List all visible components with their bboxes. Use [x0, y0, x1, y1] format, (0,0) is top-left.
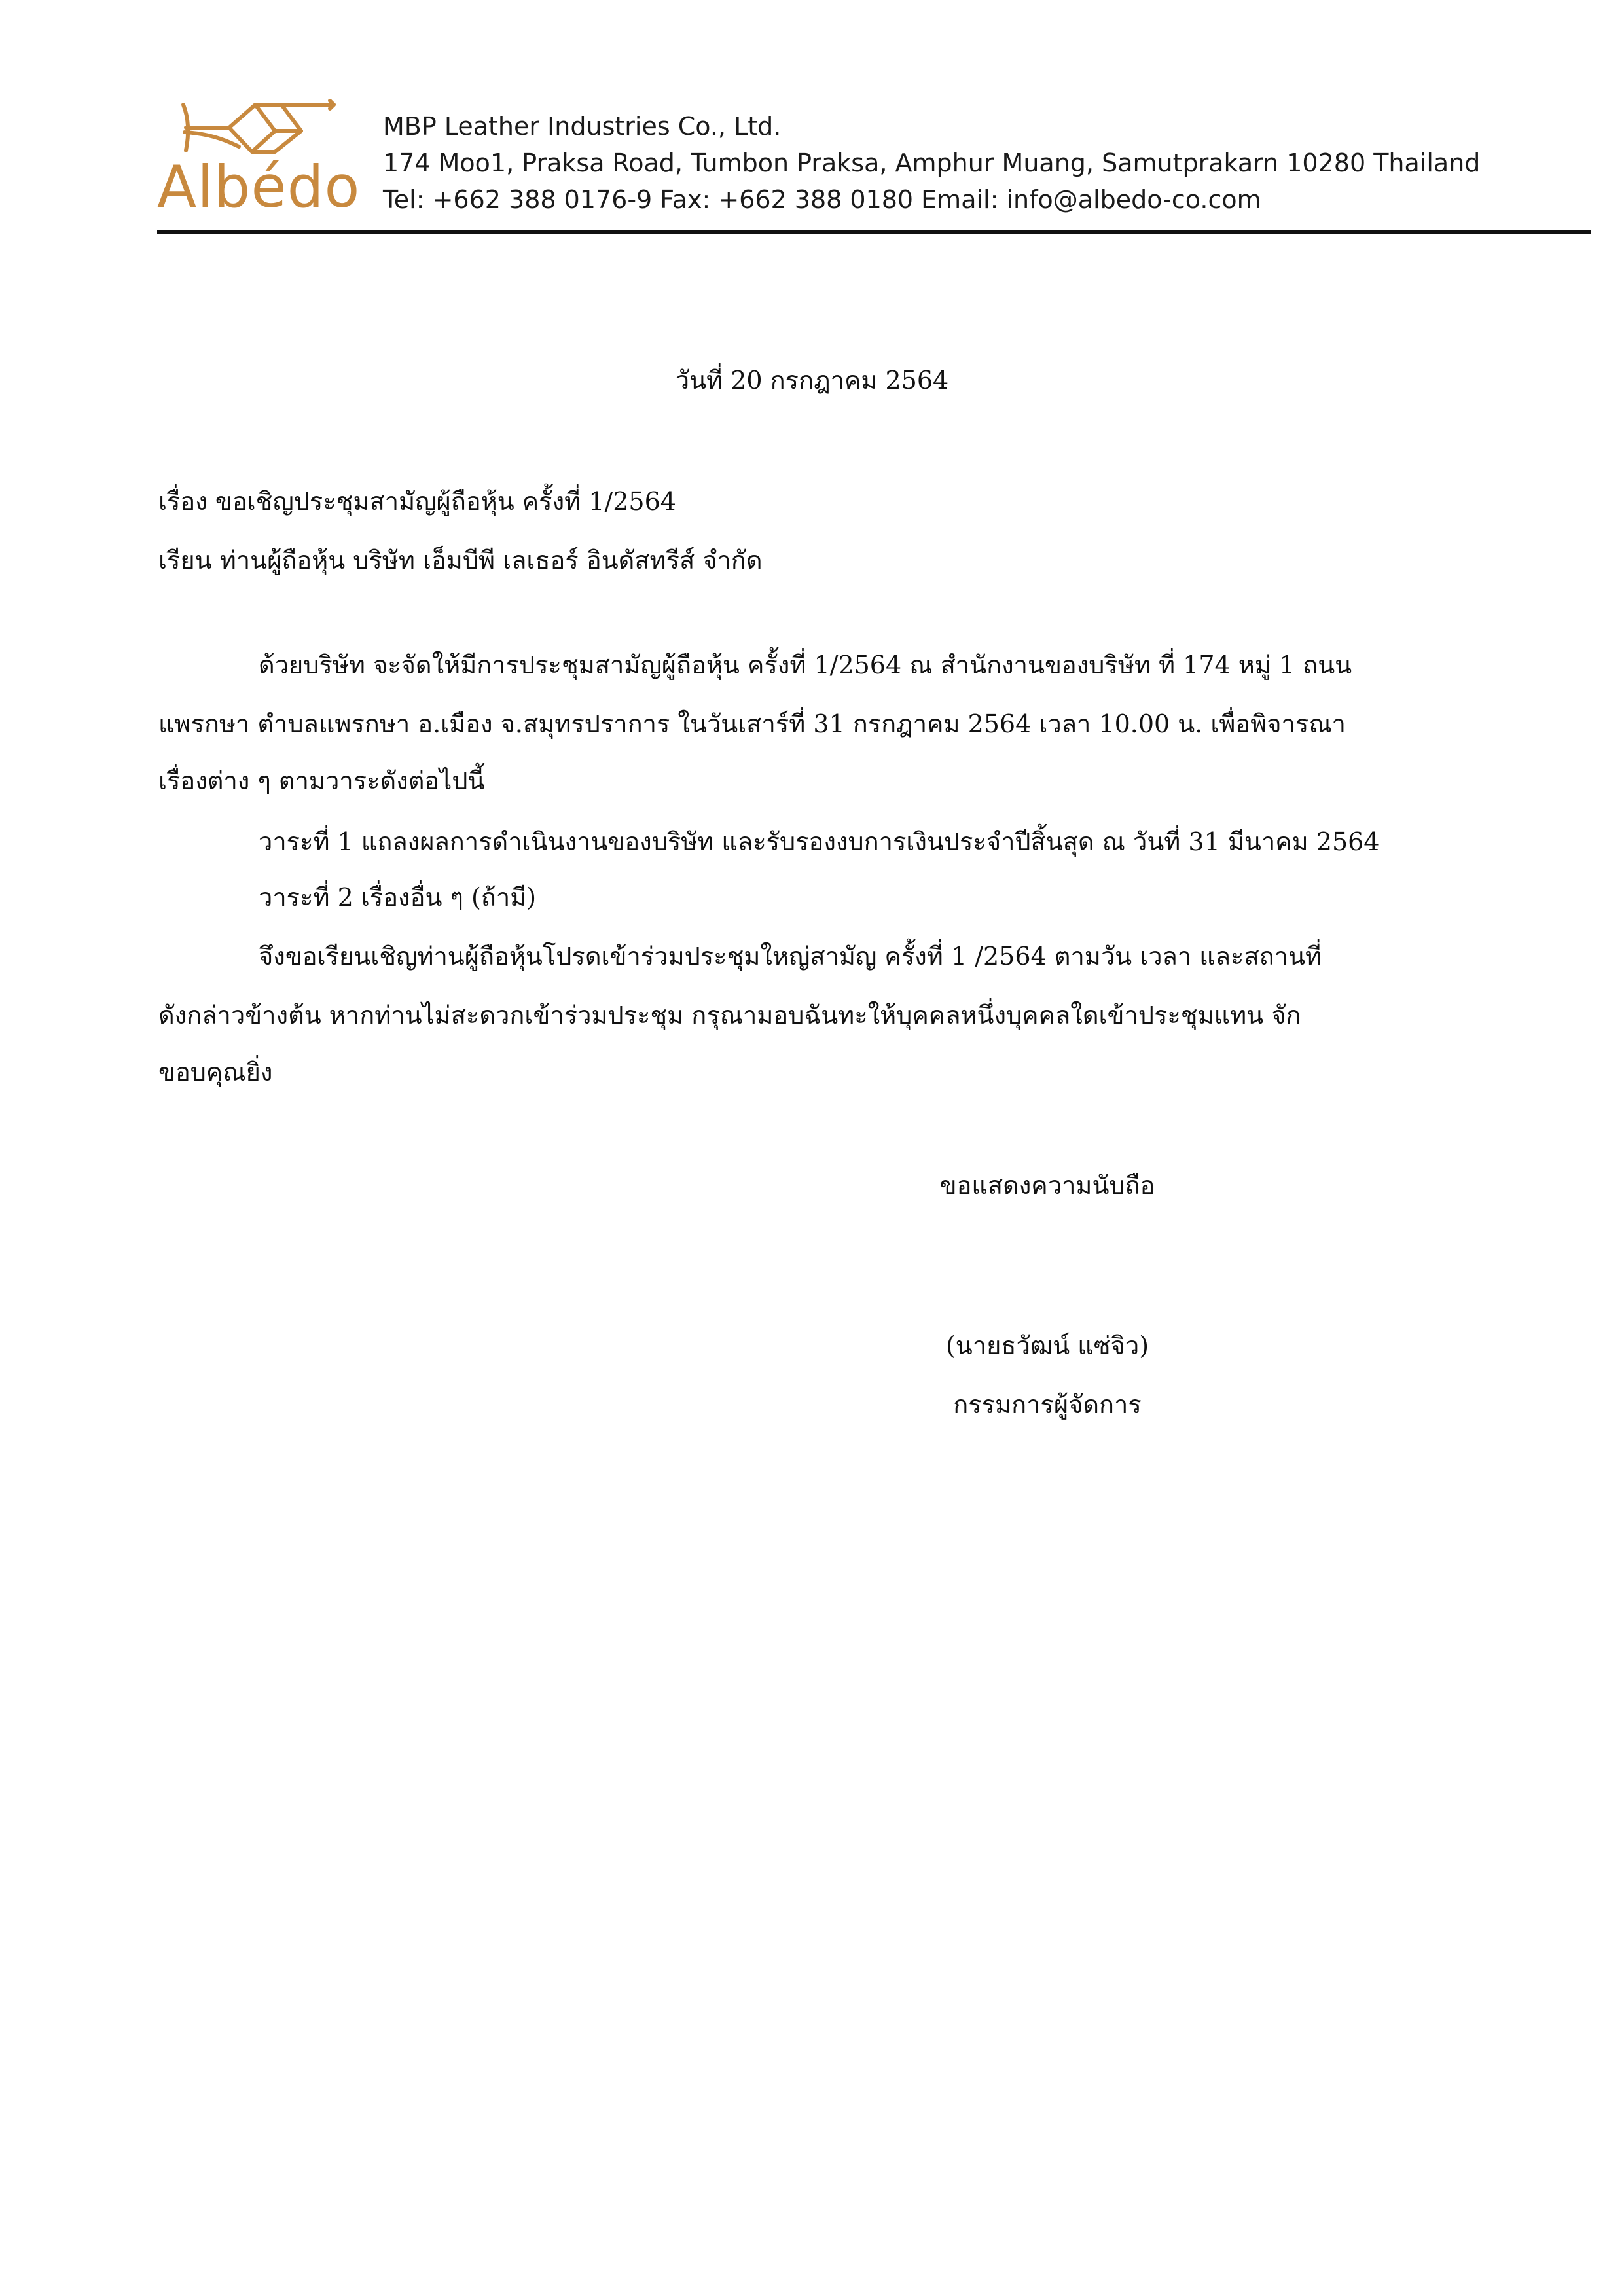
header-divider: [157, 230, 1591, 234]
company-name: MBP Leather Industries Co., Ltd.: [383, 112, 782, 141]
signer-name: (นายธวัฒน์ แซ่จิว): [945, 1331, 1149, 1360]
company-contact: Tel: +662 388 0176-9 Fax: +662 388 0180 Email: info@albedo-co.com: [383, 185, 1261, 214]
body-paragraph-1-line-3: เรื่องต่าง ๆ ตามวาระดังต่อไปนี้: [158, 766, 485, 795]
logo-wordmark: Albédo: [157, 153, 361, 221]
horn-icon: [177, 98, 340, 157]
letter-date: วันที่ 20 กรกฎาคม 2564: [675, 366, 949, 395]
company-info: [383, 108, 1480, 218]
body-paragraph-1-line-2: แพรกษา ตำบลแพรกษา อ.เมือง จ.สมุทรปราการ ในวันเสาร์ที่ 31 กรกฎาคม 2564 เวลา 10.00 น. เพื่อพิจารณา: [158, 709, 1346, 738]
signer-title: กรรมการผู้จัดการ: [953, 1390, 1142, 1419]
agenda-item-2: วาระที่ 2 เรื่องอื่น ๆ (ถ้ามี): [259, 883, 537, 912]
company-address: 174 Moo1, Praksa Road, Tumbon Praksa, Amphur Muang, Samutprakarn 10280 Thailand: [383, 149, 1481, 177]
body-paragraph-2-line-1: จึงขอเรียนเชิญท่านผู้ถือหุ้นโปรดเข้าร่วมประชุมใหญ่สามัญ ครั้งที่ 1 /2564 ตามวัน เวลา และสถานที่: [259, 942, 1322, 971]
body-paragraph-2-line-3: ขอบคุณยิ่ง: [158, 1058, 273, 1086]
body-paragraph-1-line-1: ด้วยบริษัท จะจัดให้มีการประชุมสามัญผู้ถือหุ้น ครั้งที่ 1/2564 ณ สำนักงานของบริษัท ที่ 174 หมู่ 1 ถนน: [259, 651, 1352, 679]
letter-subject: เรื่อง ขอเชิญประชุมสามัญผู้ถือหุ้น ครั้งที่ 1/2564: [158, 487, 676, 516]
letter-salutation: เรียน ท่านผู้ถือหุ้น บริษัท เอ็มบีพี เลเธอร์ อินดัสทรีส์ จำกัด: [158, 546, 763, 575]
body-paragraph-2-line-2: ดังกล่าวข้างต้น หากท่านไม่สะดวกเข้าร่วมประชุม กรุณามอบฉันทะให้บุคคลหนึ่งบุคคลใดเข้าประชุมแทน จัก: [158, 1001, 1301, 1030]
letterhead: [0, 0, 1624, 249]
company-logo: [157, 98, 367, 221]
agenda-item-1: วาระที่ 1 แถลงผลการดำเนินงานของบริษัท และรับรองงบการเงินประจำปีสิ้นสุด ณ วันที่ 31 มีนาคม 2564: [259, 827, 1380, 856]
closing: ขอแสดงความนับถือ: [939, 1171, 1155, 1200]
